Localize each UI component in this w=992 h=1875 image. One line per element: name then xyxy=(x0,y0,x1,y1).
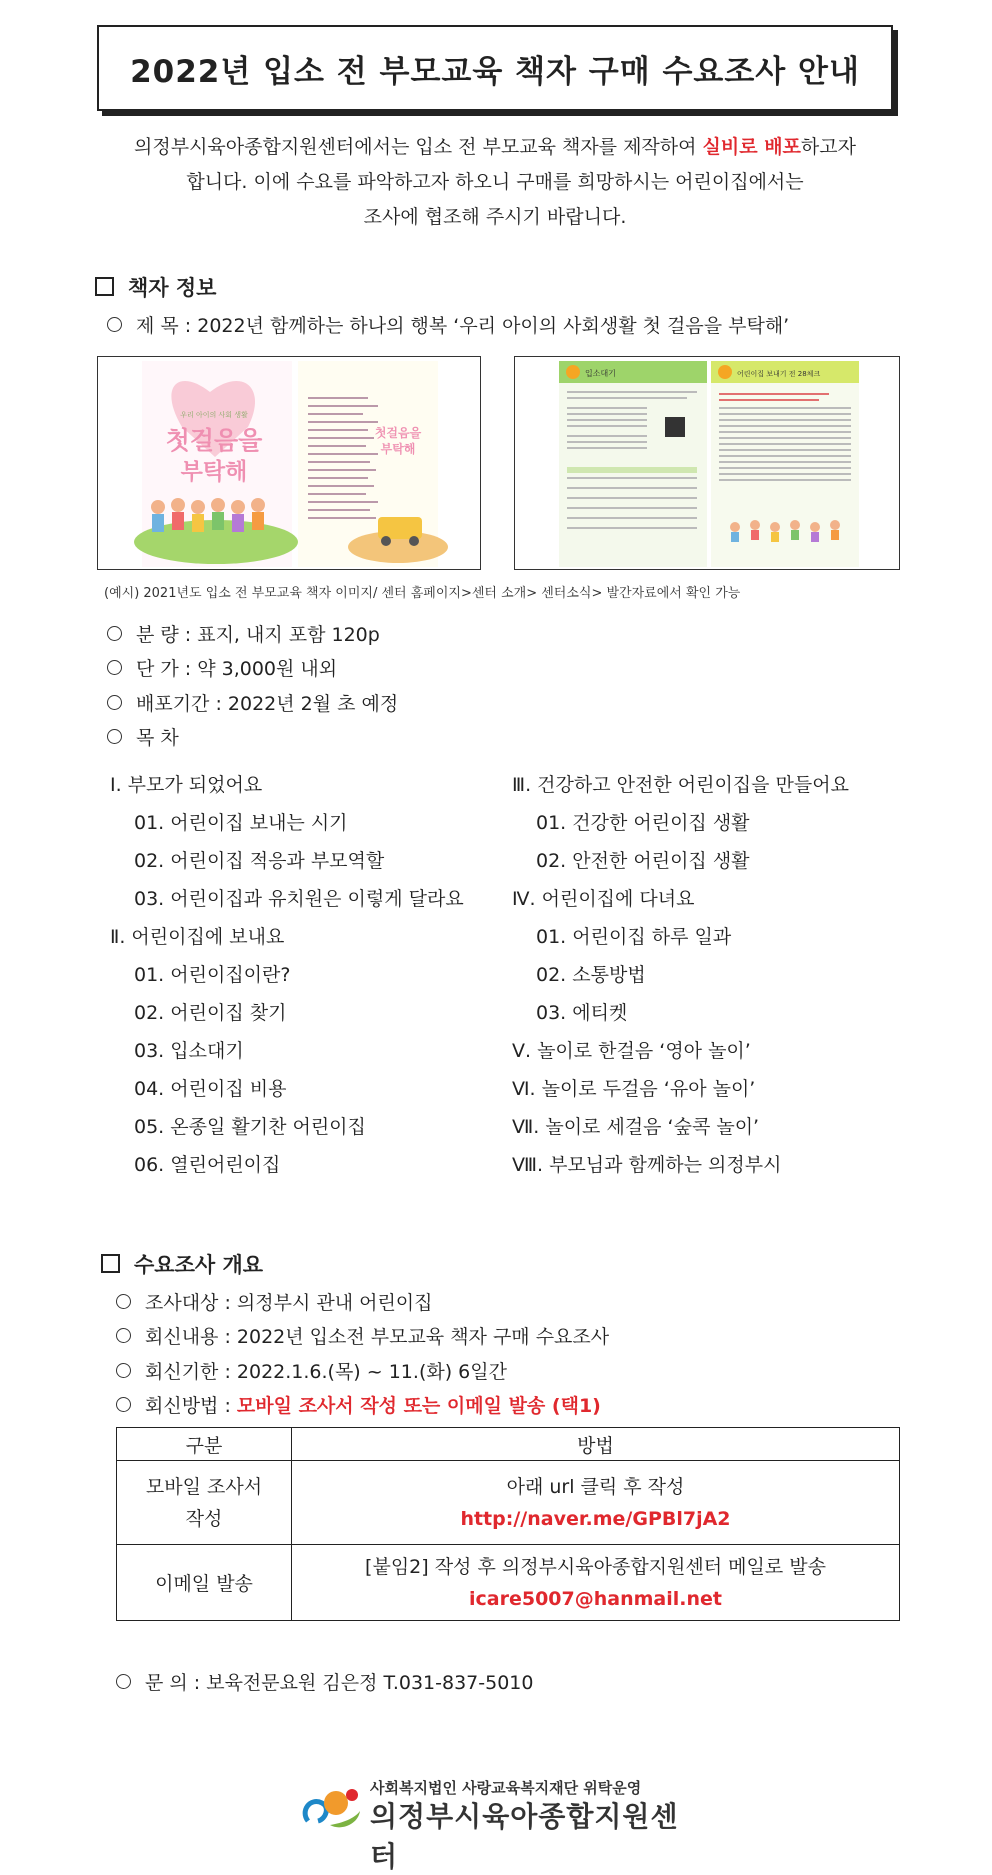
table-header-category: 구분 xyxy=(117,1428,292,1461)
book-cover-image xyxy=(97,356,481,570)
intro-line3: 조사에 협조해 주시기 바랍니다. xyxy=(363,206,627,228)
survey-url-link[interactable]: http://naver.me/GPBl7jA2 xyxy=(460,1507,731,1530)
detail-toc: 목 차 xyxy=(107,723,179,750)
method-highlight: 모바일 조사서 작성 또는 이메일 발송 (택1) xyxy=(236,1395,601,1417)
checkbox-square-icon xyxy=(95,277,114,296)
toc-item: 05. 온종일 활기찬 어린이집 xyxy=(134,1116,366,1138)
center-logo-icon xyxy=(300,1781,366,1833)
circle-bullet-icon xyxy=(107,626,122,641)
circle-bullet-icon xyxy=(116,1674,131,1689)
intro-highlight: 실비로 배포 xyxy=(702,136,801,158)
checkbox-square-icon xyxy=(101,1254,120,1273)
survey-item-target: 조사대상 : 의정부시 관내 어린이집 xyxy=(116,1288,433,1315)
circle-bullet-icon xyxy=(107,660,122,675)
toc-item: Ⅳ. 어린이집에 다녀요 xyxy=(512,888,695,910)
circle-bullet-icon xyxy=(116,1294,131,1309)
toc-item: 02. 어린이집 적응과 부모역할 xyxy=(134,850,385,872)
operator-text: 사회복지법인 사랑교육복지재단 위탁운영 xyxy=(370,1779,642,1797)
detail-price: 단 가 : 약 3,000원 내외 xyxy=(107,654,337,681)
cover-small-line1: 첫걸음을 xyxy=(374,426,422,440)
survey-method-table xyxy=(116,1427,900,1621)
toc-item: Ⅵ. 놀이로 두걸음 ‘유아 놀이’ xyxy=(512,1078,756,1100)
toc-item: Ⅷ. 부모님과 함께하는 의정부시 xyxy=(512,1154,782,1176)
toc-item: 01. 어린이집 하루 일과 xyxy=(536,926,732,948)
intro-line1-b: 하고자 xyxy=(800,136,856,158)
page-title: 2022년 입소 전 부모교육 책자 구매 수요조사 안내 xyxy=(97,25,893,111)
toc-left-column xyxy=(110,766,464,1184)
toc-item: 06. 열린어린이집 xyxy=(134,1154,281,1176)
intro-paragraph xyxy=(90,130,900,235)
toc-item: 01. 어린이집 보내는 시기 xyxy=(134,812,348,834)
cover-title-line2: 부탁해 xyxy=(180,459,248,485)
toc-item: 02. 소통방법 xyxy=(536,964,646,986)
toc-item: Ⅲ. 건강하고 안전한 어린이집을 만들어요 xyxy=(512,774,849,796)
table-header-method: 방법 xyxy=(292,1428,900,1461)
center-name: 의정부시육아종합지원센터 xyxy=(370,1800,679,1873)
survey-item-method: 회신방법 : 모바일 조사서 작성 또는 이메일 발송 (택1) xyxy=(116,1391,601,1418)
circle-bullet-icon xyxy=(107,729,122,744)
image-caption: (예시) 2021년도 입소 전 부모교육 책자 이미지/ 센터 홈페이지>센터 소개> 센터소식> 발간자료에서 확인 가능 xyxy=(104,586,741,601)
cover-title-line1: 첫걸음을 xyxy=(165,426,263,455)
book-spread-image xyxy=(514,356,900,570)
intro-line1-a: 의정부시육아종합지원센터에서는 입소 전 부모교육 책자를 제작하여 xyxy=(134,136,703,158)
center-logo xyxy=(300,1777,680,1873)
toc-item: 04. 어린이집 비용 xyxy=(134,1078,287,1100)
toc-item: 01. 어린이집이란? xyxy=(134,964,291,986)
mobile-instruction: 아래 url 클릭 후 작성 xyxy=(506,1475,685,1498)
survey-item-deadline: 회신기한 : 2022.1.6.(목) ~ 11.(화) 6일간 xyxy=(116,1357,507,1384)
survey-item-content: 회신내용 : 2022년 입소전 부모교육 책자 구매 수요조사 xyxy=(116,1322,609,1349)
cover-subtitle: 우리 아이의 사회 생활 xyxy=(180,411,248,419)
table-row-email-label: 이메일 발송 xyxy=(117,1545,292,1621)
toc-right-column xyxy=(512,766,849,1184)
book-title-item: 제 목 : 2022년 함께하는 하나의 행복 ‘우리 아이의 사회생활 첫 걸음을 부탁해’ xyxy=(107,311,789,338)
survey-section-heading: 수요조사 개요 xyxy=(101,1249,263,1279)
circle-bullet-icon xyxy=(107,317,122,332)
circle-bullet-icon xyxy=(107,695,122,710)
email-instruction: [붙임2] 작성 후 의정부시육아종합지원센터 메일로 발송 xyxy=(365,1555,826,1578)
email-address-link[interactable]: icare5007@hanmail.net xyxy=(469,1587,722,1610)
toc-item: Ⅱ. 어린이집에 보내요 xyxy=(110,926,285,948)
toc-item: Ⅶ. 놀이로 세걸음 ‘숲콕 놀이’ xyxy=(512,1116,760,1138)
toc-item: 02. 어린이집 찾기 xyxy=(134,1002,287,1024)
toc-item: Ⅰ. 부모가 되었어요 xyxy=(110,774,263,796)
toc-item: 02. 안전한 어린이집 생활 xyxy=(536,850,750,872)
spread-right-header: 어린이집 보내기 전 28체크 xyxy=(737,370,821,378)
table-row-mobile-method xyxy=(292,1461,900,1545)
cover-small-line2: 부탁해 xyxy=(380,442,416,456)
contact-info: 문 의 : 보육전문요원 김은정 T.031-837-5010 xyxy=(116,1668,533,1695)
intro-line2: 합니다. 이에 수요를 파악하고자 하오니 구매를 희망하시는 어린이집에서는 xyxy=(186,171,804,193)
book-section-heading: 책자 정보 xyxy=(95,272,216,302)
toc-item: 03. 에티켓 xyxy=(536,1002,628,1024)
toc-item: 03. 어린이집과 유치원은 이렇게 달라요 xyxy=(134,888,464,910)
circle-bullet-icon xyxy=(116,1328,131,1343)
toc-item: 01. 건강한 어린이집 생활 xyxy=(536,812,750,834)
table-row-mobile-label: 모바일 조사서 작성 xyxy=(117,1461,292,1545)
spread-left-header: 입소대기 xyxy=(585,369,616,378)
circle-bullet-icon xyxy=(116,1363,131,1378)
toc-item: Ⅴ. 놀이로 한걸음 ‘영아 놀이’ xyxy=(512,1040,751,1062)
detail-quantity: 분 량 : 표지, 내지 포함 120p xyxy=(107,620,380,647)
table-row-email-method xyxy=(292,1545,900,1621)
detail-distribution: 배포기간 : 2022년 2월 초 예정 xyxy=(107,689,398,716)
circle-bullet-icon xyxy=(116,1397,131,1412)
toc-item: 03. 입소대기 xyxy=(134,1040,244,1062)
